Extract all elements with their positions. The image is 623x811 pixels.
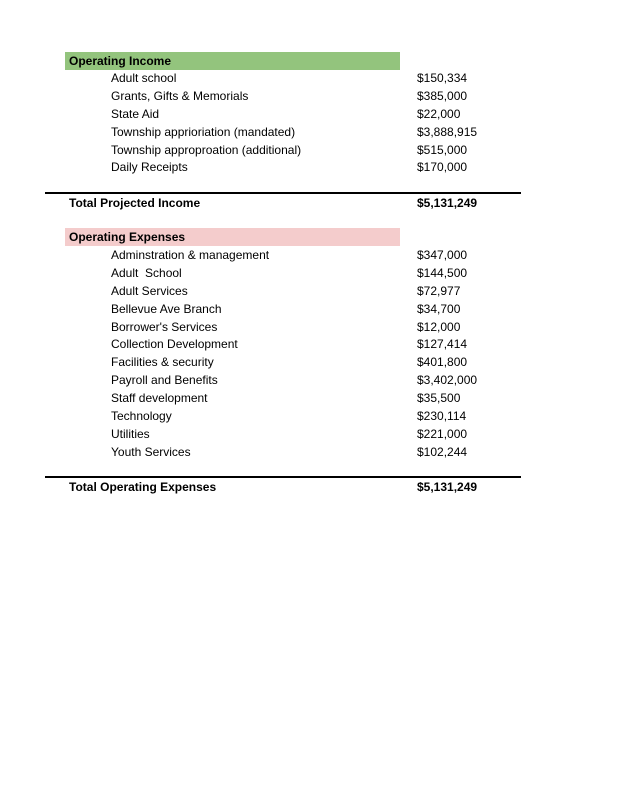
total-expenses-value: $5,131,249: [417, 480, 478, 494]
expense-row: [0, 283, 623, 301]
expense-value: $35,500: [417, 391, 461, 406]
expense-value: $12,000: [417, 319, 461, 334]
expense-label: Youth Services: [111, 444, 191, 459]
total-income-row: [0, 194, 623, 212]
income-value: $170,000: [417, 160, 468, 175]
total-expenses-label: Total Operating Expenses: [69, 480, 217, 494]
expense-label: Technology: [111, 409, 172, 424]
expense-row: [0, 408, 623, 426]
expense-label: Bellevue Ave Branch: [111, 301, 222, 316]
income-row: [0, 142, 623, 160]
income-label: Adult school: [111, 71, 177, 85]
expense-row: [0, 265, 623, 283]
expense-label: Facilities & security: [111, 355, 214, 370]
income-row: [0, 124, 623, 142]
income-value: $385,000: [417, 88, 468, 103]
expense-label: Adminstration & management: [111, 248, 270, 262]
expense-value: $401,800: [417, 355, 468, 370]
income-row: [0, 88, 623, 106]
expense-row: [0, 444, 623, 462]
expense-value: $102,244: [417, 444, 468, 459]
income-value: $3,888,915: [417, 124, 478, 139]
income-value: $22,000: [417, 106, 461, 121]
expense-label: Payroll and Benefits: [111, 373, 218, 388]
total-expenses-row: [0, 478, 623, 496]
expense-label: Borrower's Services: [111, 319, 218, 334]
income-label: Grants, Gifts & Memorials: [111, 88, 249, 103]
expense-row: [0, 319, 623, 337]
expense-value: $127,414: [417, 337, 468, 352]
income-row: [0, 159, 623, 177]
expense-row: [0, 372, 623, 390]
income-list: [0, 70, 623, 177]
expense-row: [0, 336, 623, 354]
expense-row: [0, 301, 623, 319]
expense-value: $221,000: [417, 426, 468, 441]
expense-label: Adult School: [111, 265, 182, 280]
income-label: Township apprioriation (mandated): [111, 124, 296, 139]
expense-value: $347,000: [417, 248, 468, 262]
total-income-value: $5,131,249: [417, 196, 478, 210]
operating-income-header: Operating Income: [65, 52, 400, 70]
expense-list: [0, 247, 623, 462]
expense-value: $230,114: [417, 409, 467, 424]
expense-value: $72,977: [417, 283, 461, 298]
expense-label: Adult Services: [111, 283, 188, 298]
income-label: Township approproation (additional): [111, 142, 302, 157]
expense-value: $3,402,000: [417, 373, 478, 388]
income-value: $515,000: [417, 142, 468, 157]
expense-label: Utilities: [111, 426, 150, 441]
operating-expenses-header: Operating Expenses: [65, 228, 400, 246]
income-label: Daily Receipts: [111, 160, 188, 175]
expense-label: Staff development: [111, 391, 208, 406]
expense-row: [0, 354, 623, 372]
expense-value: $144,500: [417, 265, 468, 280]
expense-row: [0, 390, 623, 408]
total-income-label: Total Projected Income: [69, 196, 201, 210]
expense-row: [0, 426, 623, 444]
expense-row: [0, 247, 623, 265]
expense-value: $34,700: [417, 301, 461, 316]
expense-label: Collection Development: [111, 337, 238, 352]
income-value: $150,334: [417, 71, 468, 85]
income-label: State Aid: [111, 106, 160, 121]
income-row: [0, 106, 623, 124]
income-row: [0, 70, 623, 88]
